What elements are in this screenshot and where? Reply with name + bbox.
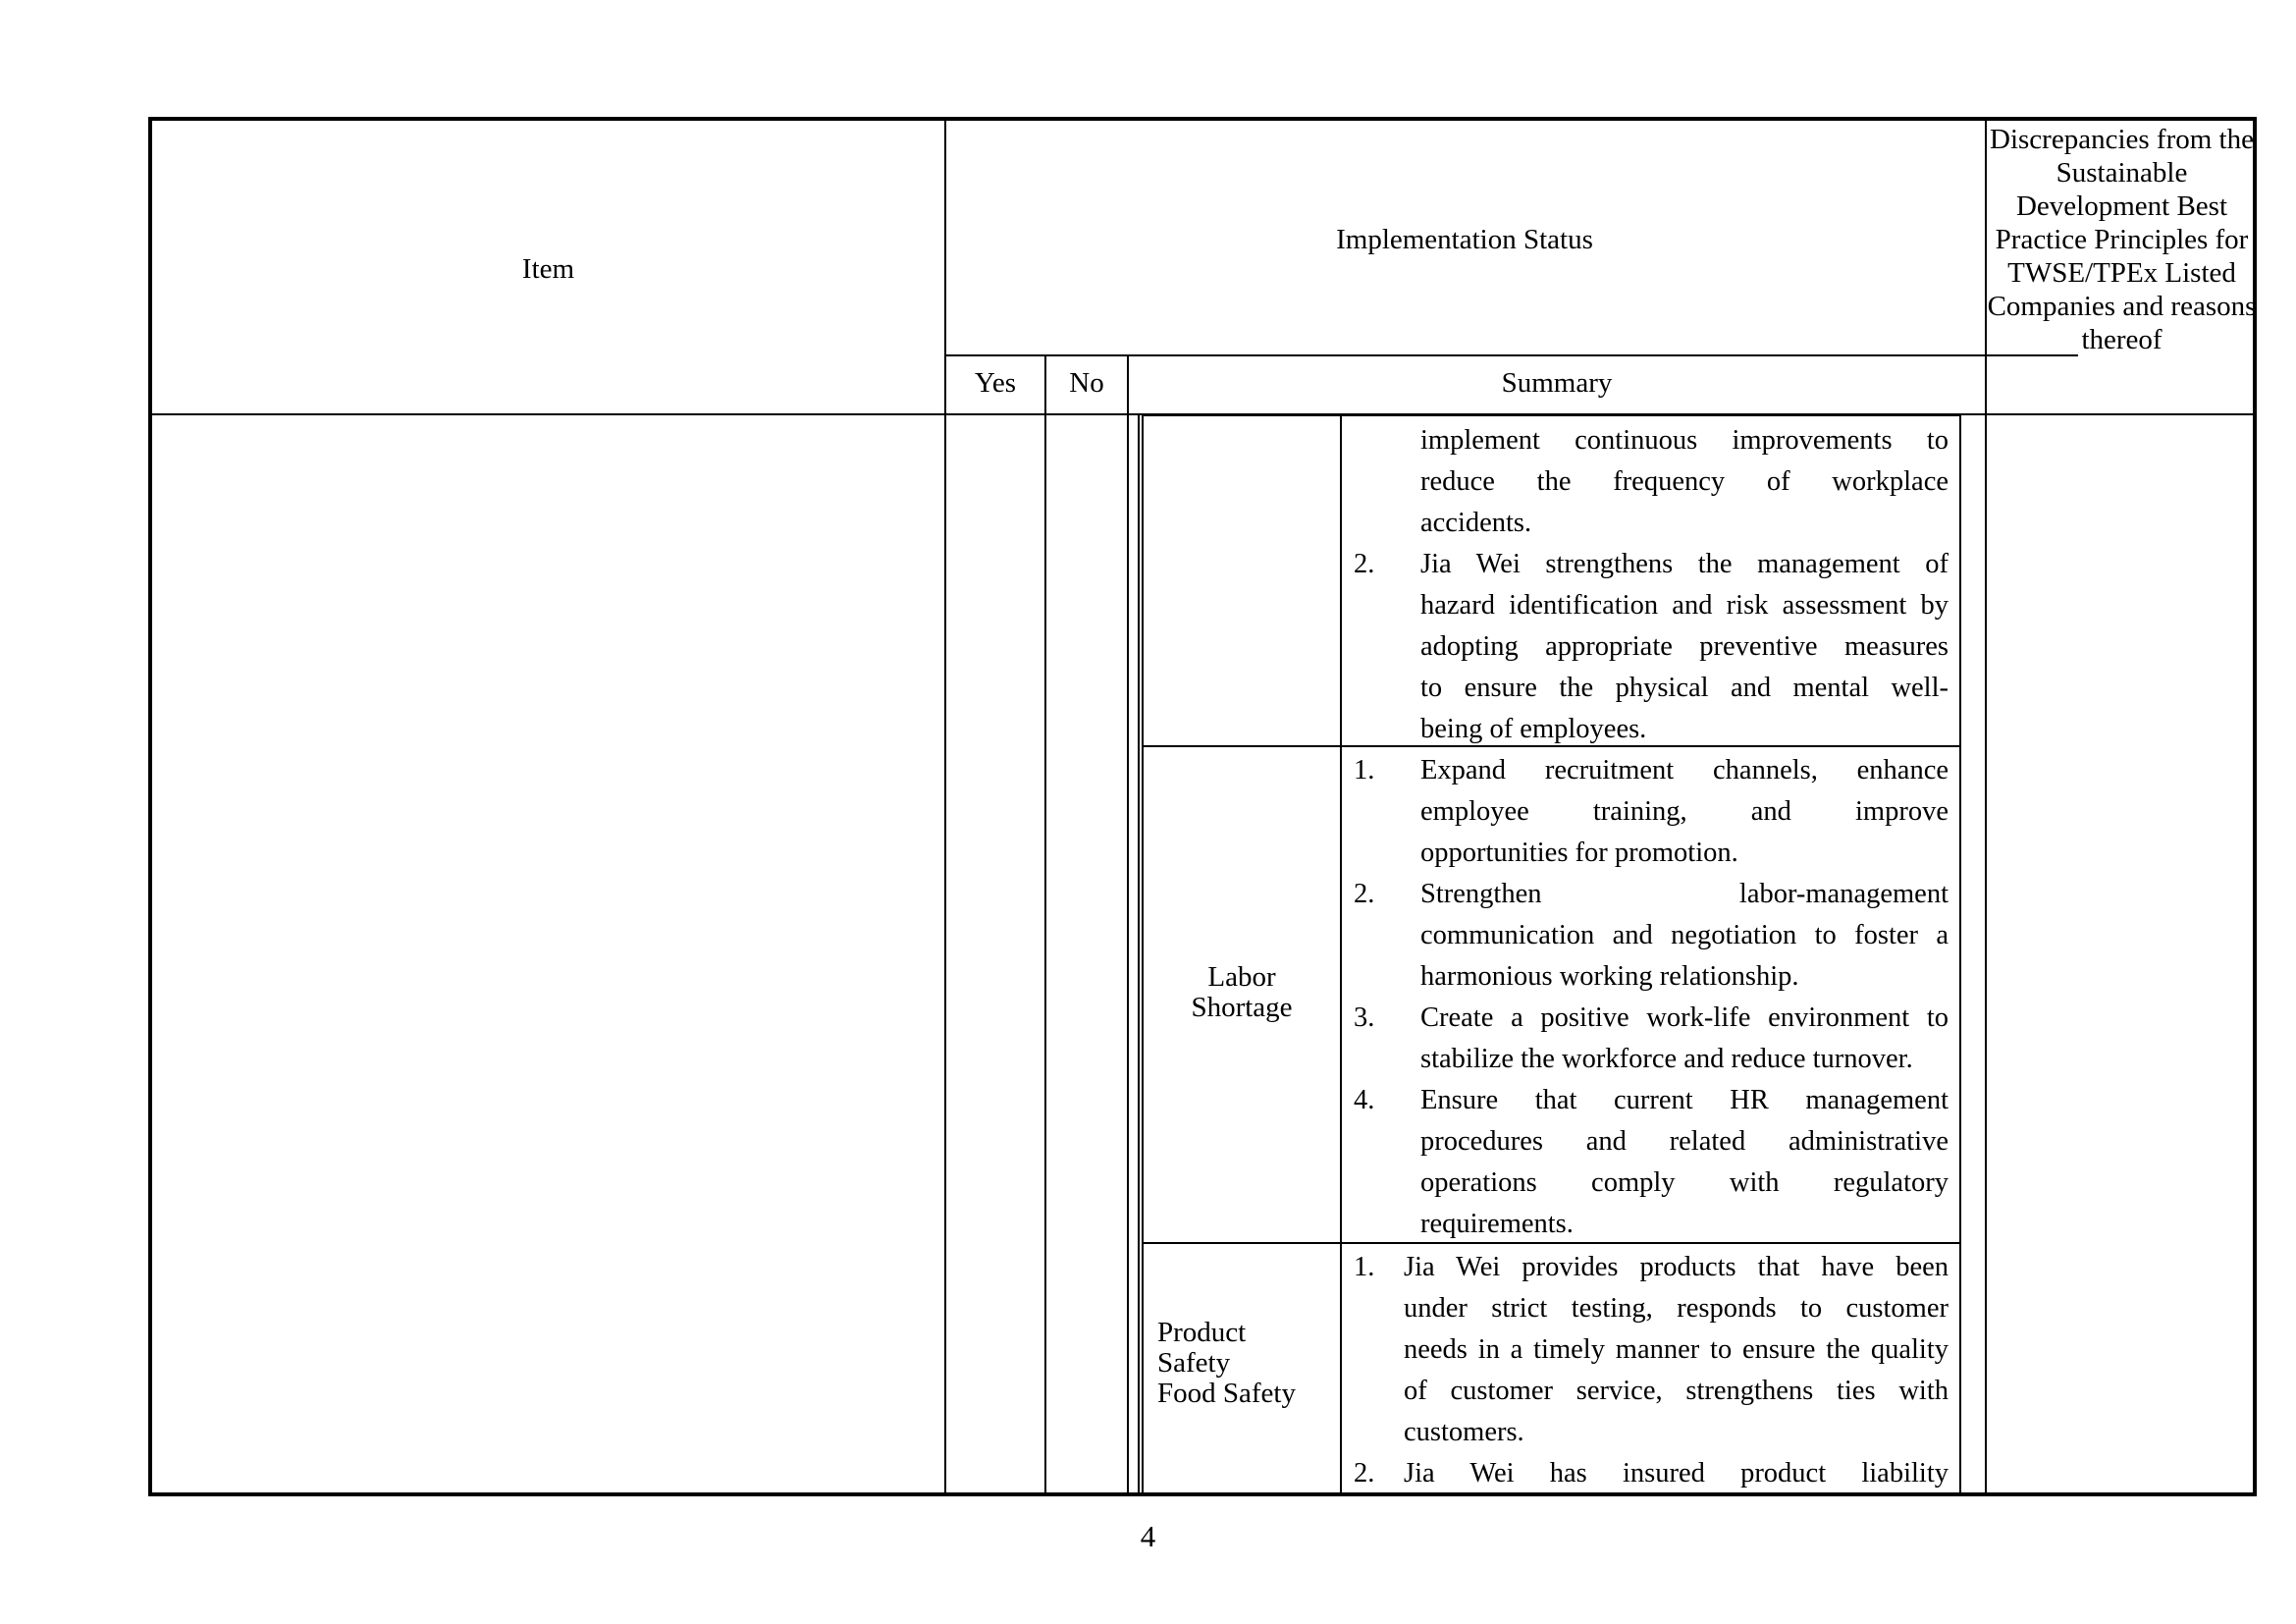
header-no: No (1069, 367, 1104, 399)
divider-yes-no (1044, 354, 1046, 1492)
risk-3-measures (1354, 1247, 1949, 1494)
list-item: 4. Ensure that current HR management procedures and related administrative operations comply with regulatory requirements. (1354, 1085, 1949, 1239)
divider-item-yes (944, 121, 946, 1492)
divider-status-subheader (944, 354, 2078, 356)
list-item: 1. Expand recruitment channels, enhance employee training, and improve opportunities for promotion. (1354, 755, 1949, 868)
risk-title-labor-shortage: Labor Shortage (1191, 961, 1293, 1023)
header-summary: Summary (1501, 367, 1613, 399)
risk-2-measures (1354, 750, 1949, 1245)
risk-title-product-food-safety: Product Safety Food Safety (1157, 1317, 1296, 1409)
header-discrepancies: Discrepancies from the Sustainable Development Best Practice Principles for TWSE/TPEx Listed Companies and reasons thereof (1987, 124, 2257, 355)
risk-divider (1340, 416, 1342, 1496)
list-item: 2. Jia Wei has insured product liability (1354, 1458, 1949, 1489)
header-item: Item (521, 253, 575, 285)
header-implementation-status: Implementation Status (1336, 224, 1593, 255)
list-item: 2. Strengthen labor-management communication and negotiation to foster a harmonious working relationship. (1354, 879, 1949, 992)
divider-summary-inner (1138, 415, 1140, 1492)
risk-management-table (1142, 414, 1961, 1496)
page-number: 4 (1140, 1519, 1156, 1553)
list-item: implement continuous improvements to reduce the frequency of workplace accidents. (1420, 425, 1949, 538)
divider-no-summary (1127, 354, 1129, 1492)
list-item: 2. Jia Wei strengthens the management of hazard identification and risk assessment by adopting appropriate preventive measures to ensure the physical and mental well- being of employees. (1354, 549, 1949, 744)
risk-1-measures (1354, 420, 1949, 750)
header-yes: Yes (974, 367, 1017, 399)
list-item: 3. Create a positive work-life environment to stabilize the workforce and reduce turnover. (1354, 1002, 1949, 1074)
list-item: 1. Jia Wei provides products that have been under strict testing, responds to customer needs in a timely manner to ensure the quality of customer service, strengthens ties with customers. (1354, 1252, 1949, 1447)
